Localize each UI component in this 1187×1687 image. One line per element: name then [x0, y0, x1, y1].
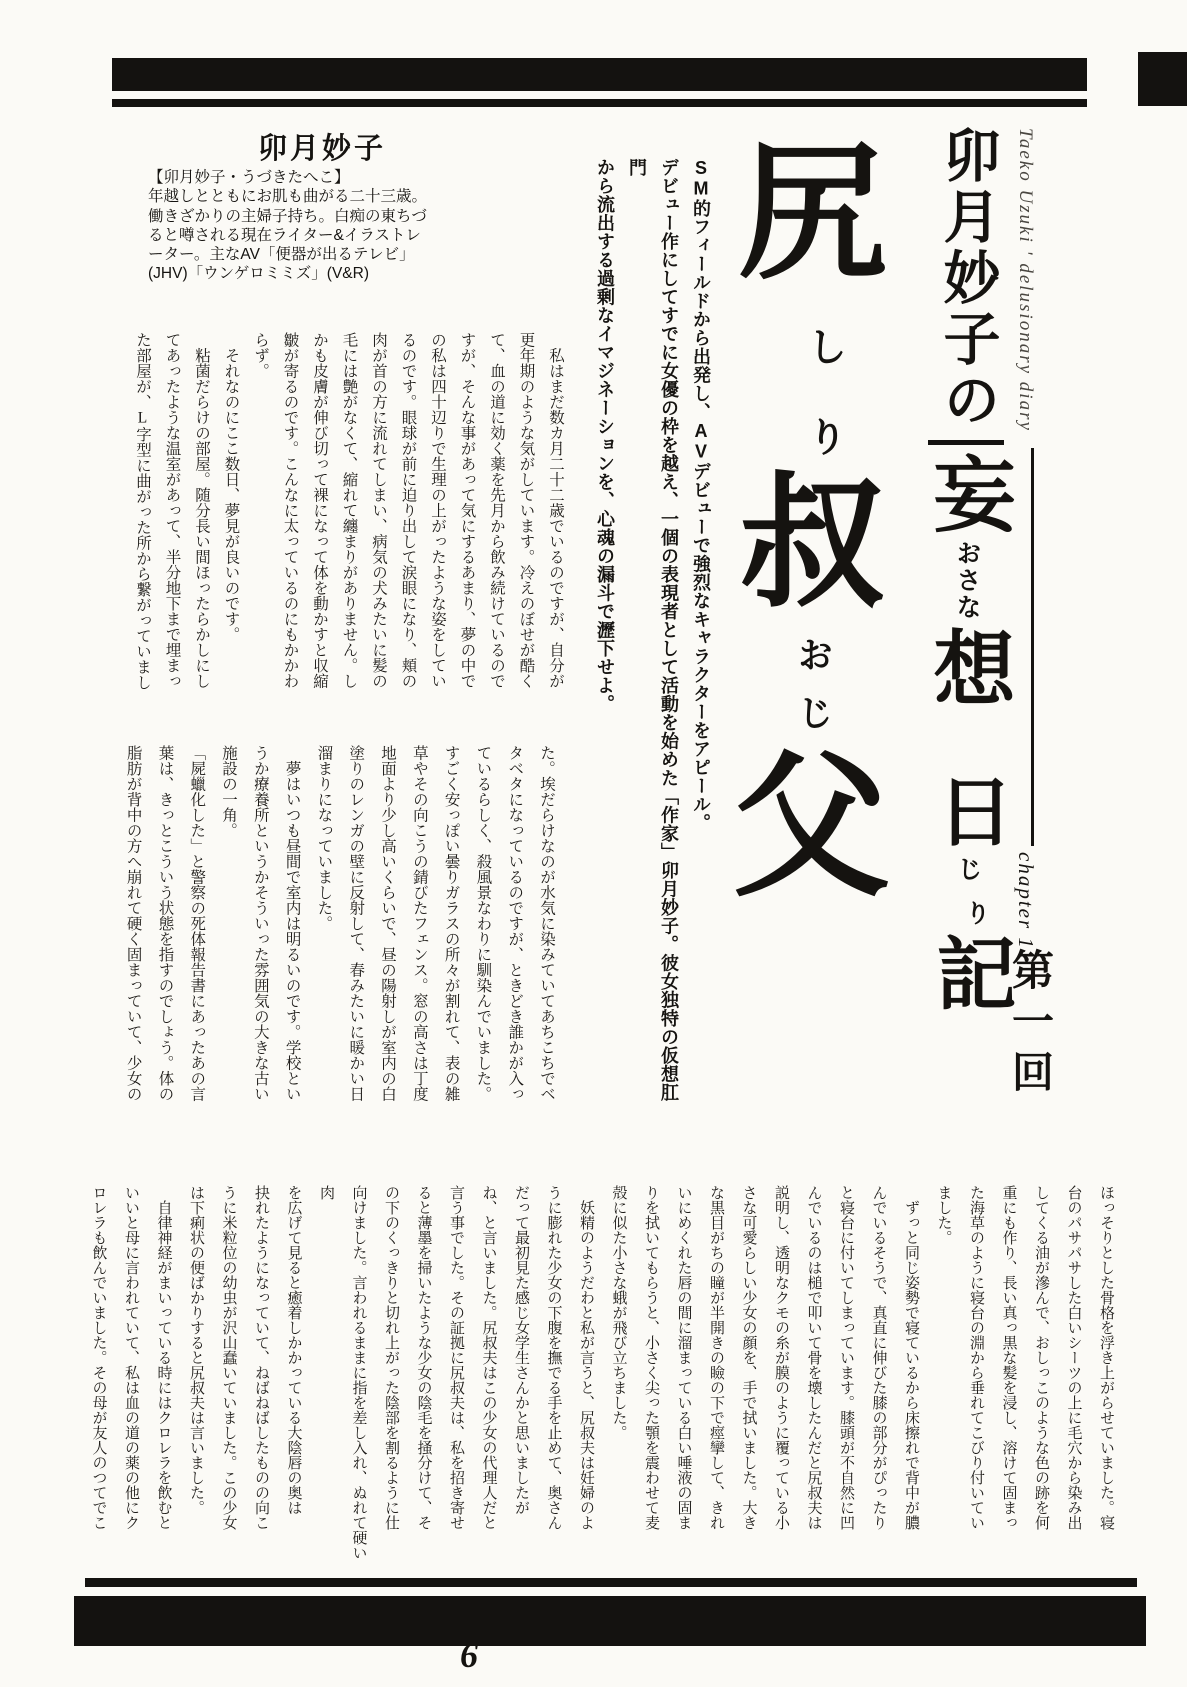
main-title-ruby-shiri: しり	[802, 326, 847, 506]
text-column: してくる油が滲んで、おしっこのような色の跡を何	[1033, 1185, 1049, 1530]
text-column: 言う事でした。その証拠に尻叔夫は、私を招き寄せ	[448, 1185, 464, 1530]
text-column: すが、そんな事があって気にするあまり、夢の中で	[458, 332, 476, 689]
text-column: 草やその向こうの錆びたフェンス。窓の高さは丁度	[410, 745, 428, 1102]
chapter-label: chapter 1	[1014, 852, 1038, 950]
body-text-band-3	[82, 1185, 1122, 1567]
body-text-band-2	[117, 745, 562, 1123]
series-title-ruby-ji: じ	[954, 856, 981, 881]
text-column: ているらしく、殺風景なわりに馴染んでいました。	[474, 745, 492, 1102]
main-title-char-shuku: 叔	[740, 465, 885, 625]
text-column: 私はまだ数カ月二十二歳でいるのですが、自分が	[547, 332, 564, 689]
text-column: 更年期のような気がしています。冷えのぼせが酷く	[517, 332, 535, 689]
series-title-char-mou: 妄	[922, 452, 1013, 534]
text-column: な黒目がちの瞳が半開きの瞼の下で痙攣して、きれ	[708, 1185, 724, 1530]
lead-paragraph	[589, 158, 717, 1118]
text-column: て、血の道に効く薬を先月から飲み続けているので	[488, 332, 505, 689]
text-column: かも皮膚が伸び切って裸になって体を動かすと収縮	[311, 332, 328, 689]
text-column: 施設の一角。	[220, 745, 238, 838]
series-title-prefix: 卯月妙子の	[935, 126, 998, 431]
author-bio-line: (JHV)「ウンゲロミミズ」(V&R)	[148, 265, 369, 283]
bottom-rule-thick	[74, 1596, 1146, 1646]
text-column: うか療養所というかそういった雰囲気の大きな古い	[251, 745, 269, 1102]
text-column: いにめくれた唇の間に溜まっている白い唾液の固ま	[675, 1185, 692, 1530]
series-title-char-ki: 記	[924, 932, 1012, 1012]
text-column: 地面より少し高いくらいで、昼の陽射しが室内の白	[379, 745, 397, 1102]
english-series-title: Taeko Uzuki ' delusionary diary	[1015, 128, 1036, 432]
text-column: ね、と言いました。尻叔夫はこの少女の代理人だと	[480, 1185, 497, 1530]
text-column: ずっと同じ姿勢で寝ているから床擦れで背中が膿	[903, 1185, 919, 1530]
text-column: らず。	[252, 332, 269, 379]
text-column: ました。	[935, 1185, 952, 1245]
text-column: 抉れたようになっていて、ねばねばしたものの向こ	[253, 1185, 269, 1530]
text-column: るのです。眼球が前に迫り出して涙眼になり、頬の	[399, 332, 417, 689]
series-title-char-sou: 想	[922, 626, 1013, 708]
text-column: 自律神経がまいっている時にはクロレラを飲むと	[155, 1185, 172, 1530]
text-column: てあったような温室があって、半分地下まで埋まっ	[163, 332, 181, 689]
text-column: んでいるそうで、真直に伸びた膝の部分がぴったり	[870, 1185, 887, 1530]
main-title-ruby-oji: おじ	[793, 636, 833, 752]
text-column: 毛には艶がなくて、縮れて纏まりがありません。し	[340, 332, 358, 689]
text-column: 粘菌だらけの部屋。随分長い間ほったらかしにし	[193, 332, 210, 689]
text-column: いいと母に言われていて、私は血の道の薬の他にク	[123, 1185, 139, 1530]
lead-column: デビュー作にしてすでに女優の枠を越え、一個の表現者として活動を始めた「作家」卯月妙子。彼女独特の仮想肛門	[627, 158, 679, 1102]
text-column: それなのにここ数日、夢見が良いのです。	[222, 332, 240, 642]
top-right-corner-mark	[1138, 52, 1187, 106]
bottom-rule-thin	[85, 1578, 1137, 1587]
author-bio-line: 年越しとともにお肌も曲がる二十三歳。	[148, 188, 428, 206]
page-number: 6	[460, 1635, 478, 1675]
text-column: 夢はいつも昼間で室内は明るいのです。学校とい	[283, 745, 301, 1102]
body-text-band-1	[128, 332, 571, 690]
text-column: 葉は、きっとこういう状態を指すのでしょう。体の	[156, 745, 174, 1102]
text-column: 向けました。言われるままに指を差し入れ、ぬれて硬い肉	[318, 1185, 367, 1560]
text-column: 肉が首の方に流れてしまい、病気の犬みたいに髪の	[370, 332, 387, 689]
text-column: は下痢状の便ばかりすると尻叔夫は言いました。	[188, 1185, 204, 1515]
text-column: の私は四十辺りで生理の上がったような姿をしてい	[429, 332, 446, 689]
author-bio-line: 働きざかりの主婦子持ち。白痴の東ちづ	[148, 207, 427, 225]
series-title-ruby-osana: おさな	[953, 540, 980, 621]
text-column: タベタになっているのですが、ときどき誰かが入っ	[506, 745, 524, 1102]
author-bio-line: ーター。主なAV「便器が出るテレビ」	[148, 246, 415, 264]
series-title-underline	[928, 440, 1004, 445]
lead-column: から流出する過剰なイマジネーションを、心魂の漏斗で瀝下せよ。	[595, 158, 615, 713]
text-column: ほっそりとした骨格を浮き上がらせていました。寝	[1098, 1185, 1114, 1530]
text-column: ロレラも飲んでいました。その母が友人のつてでこ	[90, 1185, 107, 1530]
text-column: 重にも作り、長い真っ黒な髪を浸し、溶けて固まっ	[1000, 1185, 1017, 1530]
text-column: ると薄墨を掃いたような少女の陰毛を掻分けて、そ	[415, 1185, 432, 1530]
text-column: 皺が寄るのです。こんなに太っているのにもかかわ	[281, 332, 299, 689]
text-column: 溜まりになっていました。	[315, 745, 333, 931]
text-column: 台のパサパサした白いシーツの上に毛穴から染み出	[1065, 1185, 1082, 1530]
main-title-char-shiri: 尻	[738, 132, 889, 298]
chapter-rule	[1031, 448, 1034, 846]
text-column: 塗りのレンガの壁に反射して、春みたいに暖かい日	[347, 745, 365, 1102]
lead-column: SM的フィールドから出発し、AVデビューで強烈なキャラクターをアピール。	[691, 158, 711, 832]
text-column: さな可愛らしい少女の顔を、手で拭いました。大き	[740, 1185, 757, 1530]
text-column: りを拭いてもらうと、小さく尖った顎を震わせて麦	[643, 1185, 659, 1530]
text-column: すごく安っぽい曇りガラスの所々が割れて、表の雑	[442, 745, 460, 1102]
text-column: 妖精のようだわと私が言うと、尻叔夫は妊婦のよ	[578, 1185, 594, 1530]
series-title-ruby-ri: り	[962, 900, 989, 925]
text-column: た海草のように寝台の淵から垂れてこびり付いてい	[968, 1185, 984, 1530]
text-column: うに米粒位の幼虫が沢山蠢いていました。この少女	[220, 1185, 237, 1530]
top-rule-thick	[112, 58, 1087, 91]
text-column: 「屍蠟化した」と警察の死体報告書にあったあの言	[188, 745, 206, 1102]
text-column: うに膨れた少女の下腹を撫でる手を止めて、奥さん	[545, 1185, 562, 1530]
chapter-number: 第一回	[1006, 948, 1052, 1101]
author-bio	[148, 168, 454, 284]
top-rule-thin	[112, 99, 1087, 107]
author-bio-line: ると噂される現在ライター&イラストレ	[148, 226, 421, 244]
text-column: 殻に似た小さな蛾が飛び立ちました。	[610, 1185, 627, 1440]
series-title-char-nichi: 日	[926, 772, 1010, 848]
main-title-char-chichi: 父	[732, 741, 890, 916]
text-column: 脂肪が背中の方へ崩れて硬く固まっていて、少女の	[124, 745, 142, 1102]
text-column: んでいるのは槌で叩いて骨を壊したんだと尻叔夫は	[805, 1185, 822, 1530]
text-column: の下のくっきりと切れ上がった陰部を割るように仕	[383, 1185, 399, 1530]
text-column: た部屋が、L字型に曲がった所から繋がっていまし	[134, 332, 151, 690]
author-bio-line: 【卯月妙子・うづきたへこ】	[148, 169, 350, 186]
text-column: 説明し、透明なクモの糸が膜のように覆っている小	[773, 1185, 789, 1530]
author-name: 卯月妙子	[258, 133, 387, 165]
text-column: を広げて見ると癒着しかかっている大陰唇の奥は	[285, 1185, 302, 1515]
text-column: た。埃だらけなのが水気に染みていてあちこちでベ	[538, 745, 555, 1102]
text-column: と寝台に付いてしまっています。膝頭が不自然に凹	[838, 1185, 854, 1530]
text-column: だって最初見た感じ女学生さんかと思いましたが	[513, 1185, 529, 1515]
